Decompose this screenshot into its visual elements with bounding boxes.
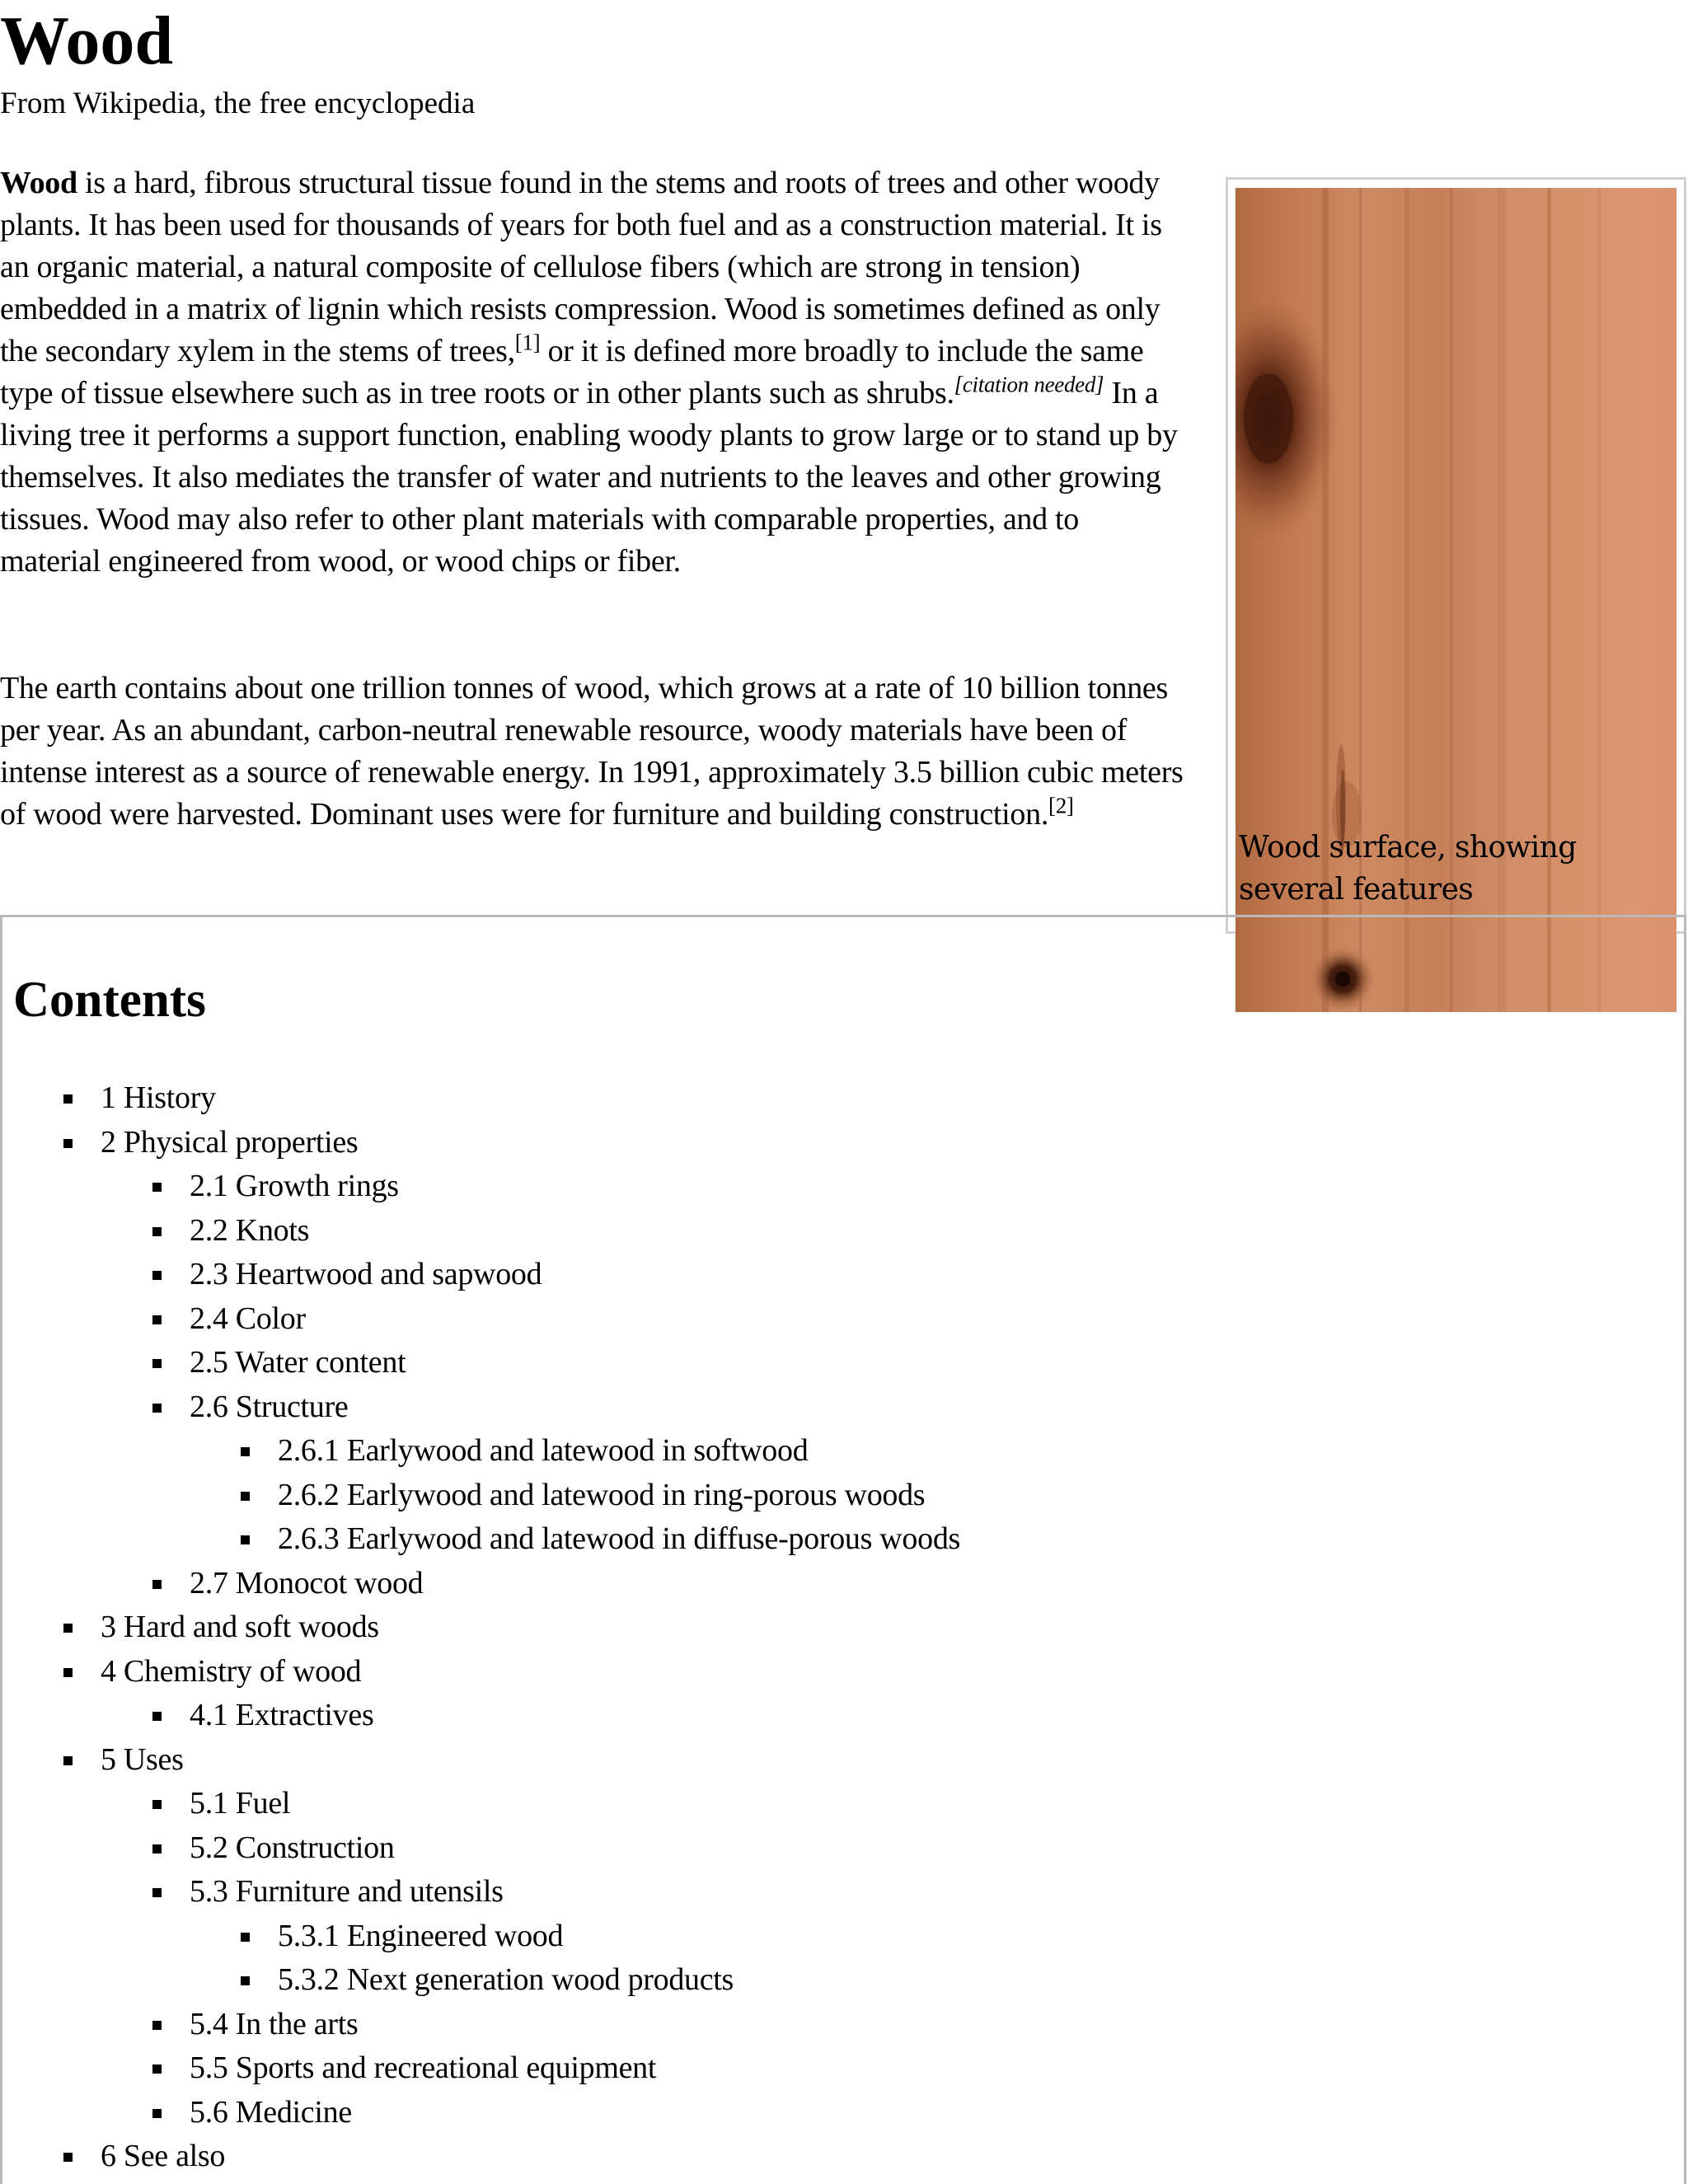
toc-item[interactable]: 5.5 Sports and recreational equipment bbox=[0, 2046, 960, 2091]
toc-title: Contents bbox=[13, 972, 206, 1028]
toc-item[interactable]: 1 History bbox=[0, 1076, 960, 1121]
citation-needed-link[interactable]: [citation needed] bbox=[954, 372, 1104, 397]
lead-term: Wood bbox=[0, 166, 77, 200]
infobox bbox=[1226, 177, 1686, 934]
toc-item[interactable]: 2.3 Heartwood and sapwood bbox=[0, 1253, 960, 1297]
toc-item[interactable]: 2.1 Growth rings bbox=[0, 1165, 960, 1209]
toc-item[interactable]: 2.4 Color bbox=[0, 1297, 960, 1342]
toc-item[interactable]: 4.1 Extractives bbox=[0, 1694, 960, 1738]
page-title: Wood bbox=[0, 2, 174, 79]
toc-item[interactable]: 3 Hard and soft woods bbox=[0, 1605, 960, 1650]
lead-text-d: The earth contains about one trillion tonnes of wood, which grows at a rate of 10 billion tonnes per year. As an abundant, carbon-neutral renewable resource, woody materials have been of intense interest as a source of renewable energy. In 1991, approximately 3.5 billion cubic meters of wood were harvested. Dominant uses were for furniture and building construction. bbox=[0, 671, 1184, 832]
toc-list bbox=[0, 1076, 960, 2179]
toc-item[interactable]: 2.6 Structure bbox=[0, 1385, 960, 1430]
toc-item[interactable]: 5.2 Construction bbox=[0, 1826, 960, 1871]
toc-item[interactable]: 6 See also bbox=[0, 2135, 960, 2179]
lead-paragraph-1 bbox=[0, 162, 1187, 583]
toc-item[interactable]: 2.6.3 Earlywood and latewood in diffuse-porous woods bbox=[0, 1517, 960, 1562]
page-subtitle: From Wikipedia, the free encyclopedia bbox=[0, 87, 476, 120]
toc-item[interactable]: 5.3 Furniture and utensils bbox=[0, 1870, 960, 1915]
lead-text-c: In a living tree it performs a support function, enabling woody plants to grow large or to stand up by themselves. It also mediates the transfer of water and nutrients to the leaves and other growing tissues. Wood may also refer to other plant materials with comparable properties, and to material engineered from wood, or wood chips or fiber. bbox=[0, 376, 1178, 579]
toc-item[interactable]: 5.4 In the arts bbox=[0, 2003, 960, 2047]
image-caption: Wood surface, showing several features bbox=[1239, 831, 1577, 907]
lead-text-b: or it is defined more broadly to include the same type of tissue elsewhere such as in tree roots or in other plants such as shrubs. bbox=[0, 334, 1144, 410]
wood-surface-image[interactable] bbox=[1236, 188, 1676, 1012]
toc-item[interactable]: 5 Uses bbox=[0, 1738, 960, 1783]
toc-item[interactable]: 5.6 Medicine bbox=[0, 2091, 960, 2135]
toc-item[interactable]: 2 Physical properties bbox=[0, 1121, 960, 1165]
toc-item[interactable]: 5.1 Fuel bbox=[0, 1782, 960, 1826]
toc-item[interactable]: 5.3.2 Next generation wood products bbox=[0, 1958, 960, 2003]
toc-item[interactable]: 2.6.2 Earlywood and latewood in ring-porous woods bbox=[0, 1474, 960, 1518]
toc-item[interactable]: 2.5 Water content bbox=[0, 1341, 960, 1385]
toc-item[interactable]: 2.6.1 Earlywood and latewood in softwood bbox=[0, 1429, 960, 1474]
toc-item[interactable]: 4 Chemistry of wood bbox=[0, 1650, 960, 1694]
toc-item[interactable]: 2.7 Monocot wood bbox=[0, 1562, 960, 1606]
lead-paragraph-2 bbox=[0, 668, 1187, 836]
toc-item[interactable]: 2.2 Knots bbox=[0, 1209, 960, 1254]
reference-2-link[interactable]: [2] bbox=[1048, 793, 1074, 818]
toc-item[interactable]: 5.3.1 Engineered wood bbox=[0, 1915, 960, 1959]
reference-1-link[interactable]: [1] bbox=[514, 330, 541, 355]
lead-text-a: is a hard, fibrous structural tissue found in the stems and roots of trees and other woody plants. It has been used for thousands of years for both fuel and as a construction material. It is an organic material, a natural composite of cellulose fibers (which are strong in tension) embedded in a matrix of lignin which resists compression. Wood is sometimes defined as only the secondary xylem in the stems of trees, bbox=[0, 166, 1162, 368]
